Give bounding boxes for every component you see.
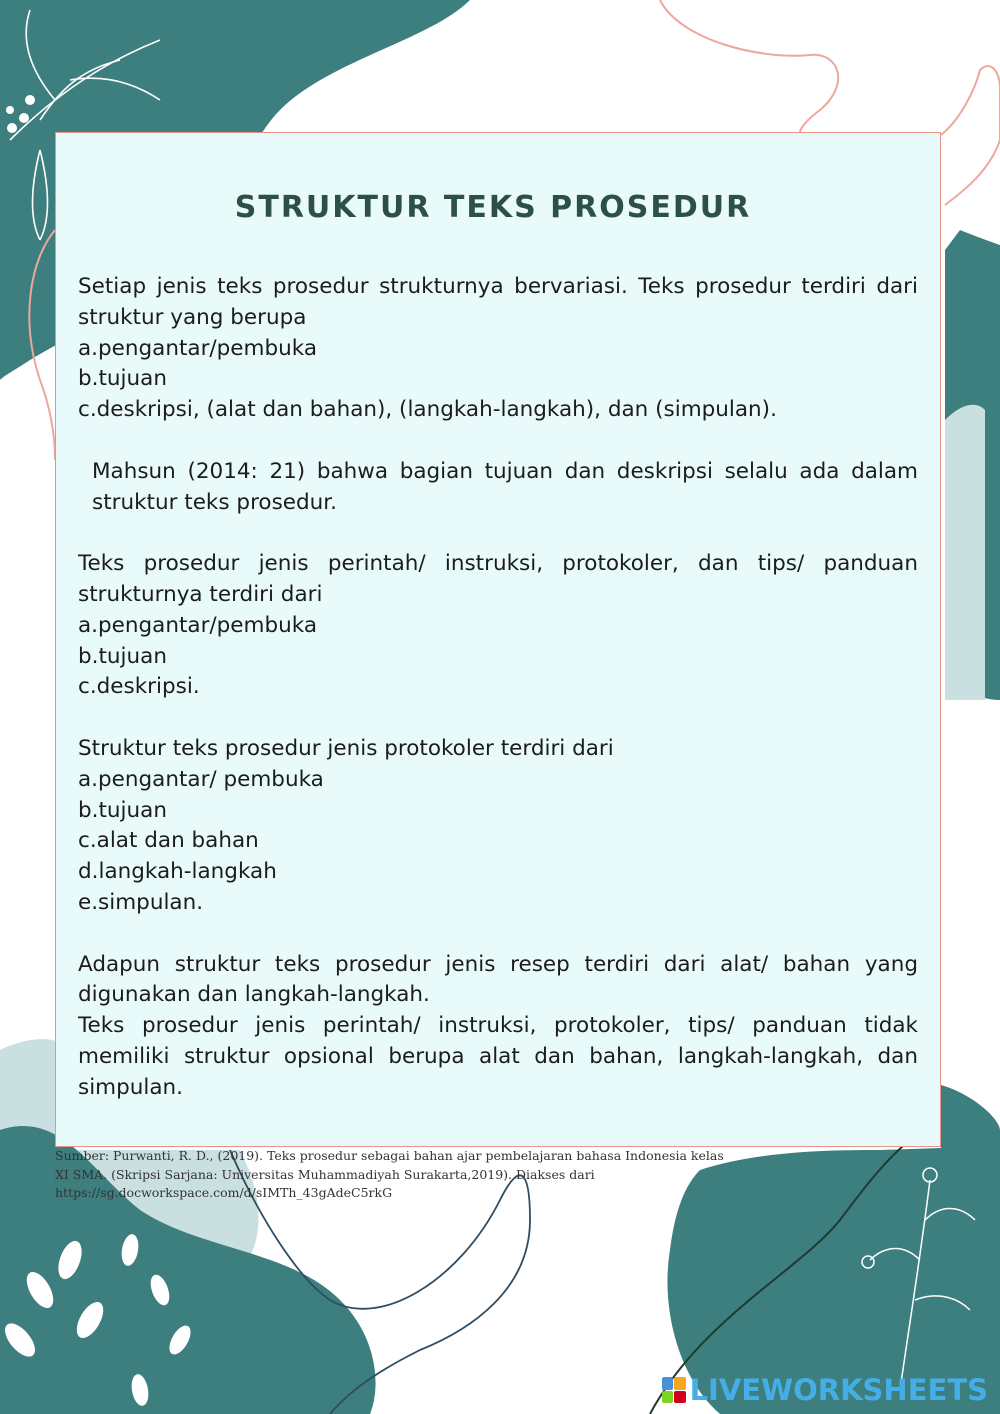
- document-body: [78, 272, 918, 1104]
- resep-paragraph: Adapun struktur teks prosedur jenis resep terdiri dari alat/ bahan yang digunakan dan langkah-langkah.: [78, 951, 918, 1008]
- list-item: b.tujuan: [78, 643, 167, 669]
- list-item: c.deskripsi.: [78, 674, 200, 700]
- liveworksheets-logo-icon: [662, 1377, 686, 1403]
- list-item: b.tujuan: [78, 797, 167, 823]
- brand-text: LIVEWORKSHEETS: [689, 1373, 988, 1407]
- list-item: a.pengantar/ pembuka: [78, 766, 324, 792]
- liveworksheets-brand[interactable]: [662, 1373, 988, 1407]
- source-link[interactable]: https://sg.docworkspace.com/d/sIMTh_43gAdeC5rkG: [55, 1185, 393, 1200]
- perintah-paragraph: Teks prosedur jenis perintah/ instruksi, protokoler, dan tips/ panduan strukturnya terdiri dari: [78, 551, 918, 607]
- list-item: b.tujuan: [78, 366, 167, 392]
- list-item: d.langkah-langkah: [78, 859, 277, 885]
- source-line: Sumber: Purwanti, R. D., (2019). Teks prosedur sebagai bahan ajar pembelajaran bahasa Indonesia kelas: [55, 1148, 724, 1163]
- list-item: a.pengantar/pembuka: [78, 612, 317, 638]
- list-item: c.alat dan bahan: [78, 828, 259, 854]
- source-citation: [55, 1147, 735, 1203]
- intro-paragraph: Setiap jenis teks prosedur strukturnya bervariasi. Teks prosedur terdiri dari struktur yang berupa: [78, 274, 918, 330]
- list-item: a.pengantar/pembuka: [78, 335, 317, 361]
- list-item: e.simpulan.: [78, 889, 204, 915]
- mahsun-paragraph: Mahsun (2014: 21) bahwa bagian tujuan dan deskripsi selalu ada dalam struktur teks prosedur.: [92, 458, 918, 515]
- page-title: STRUKTUR TEKS PROSEDUR: [234, 190, 752, 225]
- opsional-paragraph: Teks prosedur jenis perintah/ instruksi, protokoler, tips/ panduan tidak memiliki struktur opsional berupa alat dan bahan, langkah-langkah, dan simpulan.: [78, 1013, 918, 1100]
- light-blob-right: [945, 405, 985, 700]
- source-line: XI SMA. (Skripsi Sarjana: Universitas Muhammadiyah Surakarta,2019). Diakses dari: [55, 1166, 595, 1182]
- protokoler-paragraph: Struktur teks prosedur jenis protokoler terdiri dari: [78, 735, 614, 761]
- list-item: c.deskripsi, (alat dan bahan), (langkah-langkah), dan (simpulan).: [78, 397, 777, 423]
